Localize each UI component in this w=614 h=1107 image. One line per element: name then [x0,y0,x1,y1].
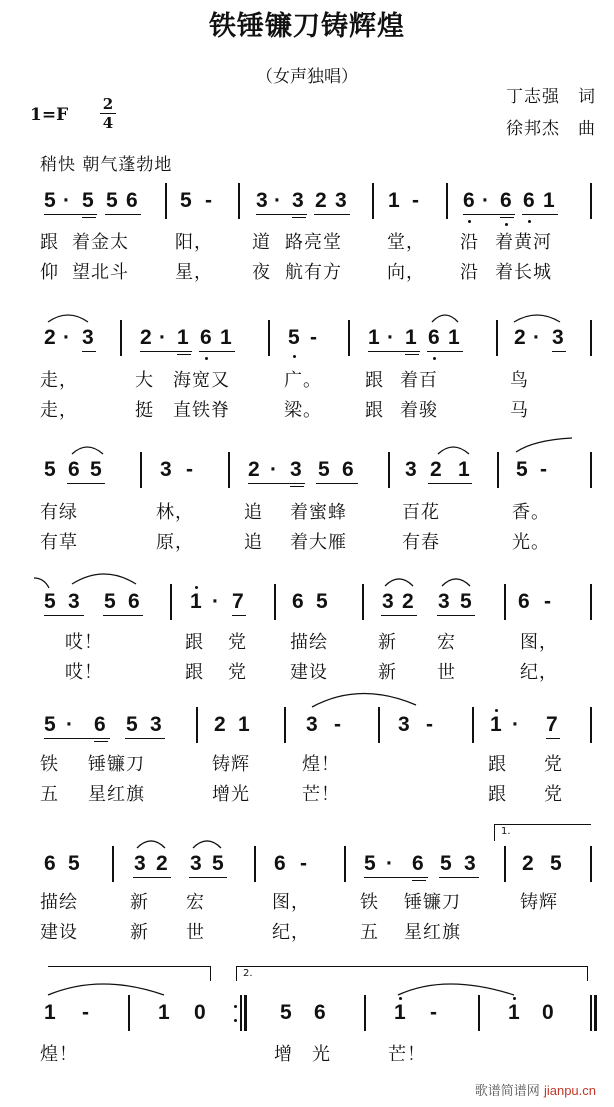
lyric: 铸辉 [212,754,250,775]
note: 6 [314,1001,326,1024]
note: 1 [458,458,470,481]
lyric: 光 [312,1044,331,1065]
note: 6 [68,458,80,481]
lyric: 芒！ [302,784,340,805]
note: 3 [306,713,318,736]
note: 2 [402,590,414,613]
lyric: 原， [156,532,194,553]
note: 1 [490,713,502,736]
lyric: 追 [244,532,263,553]
lyric: 增 [274,1044,293,1065]
note: 3 [292,189,304,212]
volta-label: 2. [243,968,253,979]
lyric: 沿 [460,232,479,253]
note: 5 [550,852,562,875]
lyric: 光。 [512,532,550,553]
augmentation-dot: · [63,326,70,349]
note: 5 [180,189,192,212]
augmentation-dot: · [66,713,73,736]
lyric: 芒！ [388,1044,426,1065]
lyric: 五 [40,784,59,805]
augmentation-dot: · [386,852,393,875]
lyric: 新 [378,632,397,653]
note: 6 [94,713,106,736]
lyric: 新 [378,662,397,683]
lyric: 广。 [284,370,322,391]
augmentation-dot: · [63,189,70,212]
volta-2 [236,966,588,981]
dash: - [412,189,419,212]
note: 3 [134,852,146,875]
lyric: 直铁脊 [173,400,230,421]
dash: - [82,1001,89,1024]
note: 1 [220,326,232,349]
note: 3 [438,590,450,613]
note: 6 [274,852,286,875]
lyric: 马 [510,400,529,421]
dash: - [310,326,317,349]
note: 1 [394,1001,406,1024]
lyric: 世 [186,922,205,943]
lyric: 五 [360,922,379,943]
time-sig-top: 2 [102,95,114,113]
note: 3 [335,189,347,212]
lyric: 星， [175,262,213,283]
note: 2 [430,458,442,481]
lyric: 香。 [512,502,550,523]
note: 3 [552,326,564,349]
key-signature: 1=F [30,105,69,125]
note: 2 [214,713,226,736]
note: 1 [543,189,555,212]
lyric: 航有方 [285,262,342,283]
lyric: 跟 [365,370,384,391]
dash: - [186,458,193,481]
note: 6 [463,189,475,212]
note: 6 [128,590,140,613]
tempo-marking: 稍快 朝气蓬勃地 [40,155,173,175]
lyric: 向， [387,262,425,283]
note: 0 [542,1001,554,1024]
note: 5 [460,590,472,613]
lyric: 有绿 [40,502,78,523]
note: 3 [68,590,80,613]
lyric: 纪， [272,922,310,943]
note: 3 [160,458,172,481]
lyric: 党 [544,784,563,805]
lyric: 着黄河 [495,232,552,253]
augmentation-dot: · [482,189,489,212]
note: 6 [523,189,535,212]
watermark-text: 歌谱简谱网 [474,1084,540,1099]
lyric: 路亮堂 [285,232,342,253]
note: 3 [256,189,268,212]
lyric: 着大雁 [290,532,347,553]
dash: - [334,713,341,736]
lyric: 林， [156,502,194,523]
lyric: 宏 [186,892,205,913]
lyric: 描绘 [40,892,78,913]
subtitle: （女声独唱） [256,67,358,87]
note: 3 [405,458,417,481]
dash: - [205,189,212,212]
lyric: 铁 [360,892,379,913]
note: 2 [140,326,152,349]
lyric: 追 [244,502,263,523]
lyric: 增光 [212,784,250,805]
note: 5 [288,326,300,349]
note: 6 [428,326,440,349]
lyric: 图， [520,632,558,653]
note: 5 [68,852,80,875]
augmentation-dot: · [387,326,394,349]
lyric: 着长城 [495,262,552,283]
augmentation-dot: · [159,326,166,349]
dash: - [544,590,551,613]
augmentation-dot: · [270,458,277,481]
lyrics-row-1 [0,228,614,288]
note: 1 [405,326,417,349]
lyric: 建设 [40,922,78,943]
volta-label: 1. [501,826,511,837]
lyric: 煌！ [40,1044,78,1065]
lyric: 望北斗 [72,262,129,283]
volta-1 [494,824,591,841]
note: 2 [248,458,260,481]
lyric: 挺 [135,400,154,421]
lyrics-row-3 [0,498,614,558]
note: 6 [518,590,530,613]
dash: - [300,852,307,875]
note: 5 [440,852,452,875]
note: 1 [368,326,380,349]
lyric: 仰 [40,262,59,283]
lyric: 煌！ [302,754,340,775]
time-signature [100,96,116,131]
lyric: 着蜜蜂 [290,502,347,523]
note: 5 [90,458,102,481]
lyric: 锤镰刀 [404,892,461,913]
note: 5 [318,458,330,481]
dash: - [430,1001,437,1024]
note: 5 [106,189,118,212]
note: 6 [292,590,304,613]
note: 1 [388,189,400,212]
lyrics-row-4 [0,628,614,688]
lyric: 哎！ [65,662,103,683]
lyrics-row-6 [0,888,614,948]
note: 0 [194,1001,206,1024]
note: 2 [315,189,327,212]
note: 2 [156,852,168,875]
lyric: 纪， [520,662,558,683]
lyric: 梁。 [284,400,322,421]
note: 5 [364,852,376,875]
note: 5 [82,189,94,212]
note: 1 [448,326,460,349]
note: 6 [44,852,56,875]
augmentation-dot: · [212,590,219,613]
lyric: 夜 [252,262,271,283]
lyric: 百花 [402,502,440,523]
lyric: 党 [228,662,247,683]
lyrics-row-5 [0,750,614,810]
lyric: 着骏 [400,400,438,421]
note: 6 [342,458,354,481]
note: 5 [104,590,116,613]
lyric: 着百 [400,370,438,391]
dash: - [540,458,547,481]
lyric: 图， [272,892,310,913]
note: 3 [382,590,394,613]
lyric: 新 [130,922,149,943]
lyric: 道 [252,232,271,253]
note: 6 [200,326,212,349]
lyric: 鸟 [510,370,529,391]
note: 5 [44,189,56,212]
note: 3 [290,458,302,481]
lyric: 新 [130,892,149,913]
lyrics-row-7 [0,1040,614,1070]
note: 3 [190,852,202,875]
lyric: 阳， [175,232,213,253]
augmentation-dot: · [533,326,540,349]
lyric: 党 [228,632,247,653]
augmentation-dot: · [274,189,281,212]
lyric: 党 [544,754,563,775]
lyrics-row-2 [0,366,614,426]
watermark [475,1080,596,1099]
lyricist: 丁志强 词 [506,87,596,107]
lyric: 世 [437,662,456,683]
augmentation-dot: · [512,713,519,736]
note: 3 [82,326,94,349]
note: 2 [44,326,56,349]
lyric: 哎！ [65,632,103,653]
note: 1 [508,1001,520,1024]
note: 5 [44,458,56,481]
note: 1 [190,590,202,613]
lyric: 铸辉 [520,892,558,913]
watermark-site: jianpu.cn [543,1083,596,1098]
note: 6 [126,189,138,212]
lyric: 锤镰刀 [88,754,145,775]
note: 2 [514,326,526,349]
lyric: 宏 [437,632,456,653]
lyric: 星红旗 [88,784,145,805]
note: 1 [44,1001,56,1024]
lyric: 大 [135,370,154,391]
lyric: 跟 [185,632,204,653]
time-sig-bottom: 4 [102,114,114,132]
note: 2 [522,852,534,875]
note: 1 [177,326,189,349]
lyric: 着金太 [72,232,129,253]
composer: 徐邦杰 曲 [506,119,596,139]
note: 7 [546,713,558,736]
lyric: 堂， [387,232,425,253]
lyric: 跟 [365,400,384,421]
lyric: 海宽又 [173,370,230,391]
note: 5 [280,1001,292,1024]
note: 7 [232,590,244,613]
lyric: 跟 [185,662,204,683]
lyric: 有草 [40,532,78,553]
note: 5 [212,852,224,875]
lyric: 走， [40,370,78,391]
lyric: 描绘 [290,632,328,653]
lyric: 建设 [290,662,328,683]
note: 1 [158,1001,170,1024]
note: 3 [150,713,162,736]
note: 6 [500,189,512,212]
lyric: 跟 [488,754,507,775]
lyric: 走， [40,400,78,421]
note: 5 [126,713,138,736]
note: 5 [316,590,328,613]
note: 5 [516,458,528,481]
lyric: 沿 [460,262,479,283]
note: 1 [238,713,250,736]
note: 5 [44,590,56,613]
lyric: 跟 [40,232,59,253]
note: 5 [44,713,56,736]
note: 6 [412,852,424,875]
note: 3 [398,713,410,736]
lyric: 跟 [488,784,507,805]
lyric: 有春 [402,532,440,553]
song-title: 铁锤镰刀铸辉煌 [209,11,405,42]
lyric: 星红旗 [404,922,461,943]
lyric: 铁 [40,754,59,775]
note: 3 [464,852,476,875]
dash: - [426,713,433,736]
volta-1-end [48,966,211,981]
